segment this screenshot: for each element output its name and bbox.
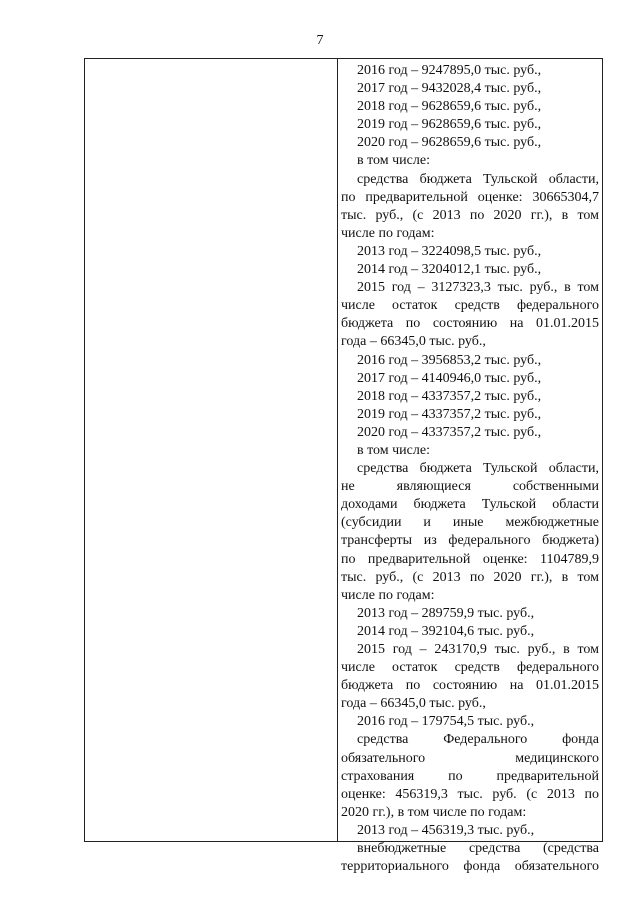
text-line: средства бюджета Тульской области, xyxy=(357,171,599,187)
text-line: 2013 год – 3224098,5 тыс. руб., xyxy=(357,243,542,259)
text-line: тыс. руб., (с 2013 по 2020 гг.), в том xyxy=(341,207,599,223)
text-line: 2017 год – 9432028,4 тыс. руб., xyxy=(357,81,542,97)
text-line: 2013 год – 289759,9 тыс. руб., xyxy=(357,605,535,621)
text-line: бюджета по состоянию на 01.01.2015 xyxy=(341,316,599,332)
text-line: бюджета по состоянию на 01.01.2015 xyxy=(341,678,599,694)
text-line: 2018 год – 4337357,2 тыс. руб., xyxy=(357,388,542,404)
text-line: 2020 гг.), в том числе по годам: xyxy=(341,804,527,820)
text-line: 2013 год – 456319,3 тыс. руб., xyxy=(357,822,535,838)
text-line: трансферты из федерального бюджета) xyxy=(341,533,599,549)
table-right-column xyxy=(341,62,599,876)
text-line: 2015 год – 3127323,3 тыс. руб., в том xyxy=(357,280,599,296)
text-line: числе остаток средств федерального xyxy=(341,660,599,676)
text-line: 2019 год – 9628659,6 тыс. руб., xyxy=(357,117,542,133)
text-line: не являющиеся собственными xyxy=(341,479,599,495)
text-line: средства Федерального фонда xyxy=(357,732,599,748)
text-line: 2014 год – 392104,6 тыс. руб., xyxy=(357,623,535,639)
page-number: 7 xyxy=(316,33,324,48)
text-line: доходами бюджета Тульской области xyxy=(341,497,599,513)
document-table xyxy=(84,58,603,875)
text-line: 2015 год – 243170,9 тыс. руб., в том xyxy=(357,642,599,657)
text-line: 2020 год – 9628659,6 тыс. руб., xyxy=(357,135,542,151)
text-line: года – 66345,0 тыс. руб., xyxy=(341,334,486,350)
text-line: оценке: 456319,3 тыс. руб. (с 2013 по xyxy=(341,786,599,802)
text-line: в том числе: xyxy=(357,442,430,458)
column-divider xyxy=(337,59,338,841)
text-line: (субсидии и иные межбюджетные xyxy=(341,515,599,531)
text-line: по предварительной оценке: 1104789,9 xyxy=(341,551,599,567)
text-line: 2016 год – 179754,5 тыс. руб., xyxy=(357,714,535,730)
text-line: 2017 год – 4140946,0 тыс. руб., xyxy=(357,370,542,386)
text-line: 2020 год – 4337357,2 тыс. руб., xyxy=(357,424,542,440)
text-line: по предварительной оценке: 30665304,7 xyxy=(341,189,599,205)
text-line: в том числе: xyxy=(357,153,430,169)
text-line: 2019 год – 4337357,2 тыс. руб., xyxy=(357,406,542,422)
text-line: средства бюджета Тульской области, xyxy=(357,461,599,477)
text-line: 2016 год – 9247895,0 тыс. руб., xyxy=(357,63,542,78)
text-line: 2016 год – 3956853,2 тыс. руб., xyxy=(357,352,542,368)
text-line: числе по годам: xyxy=(341,587,435,603)
text-line: 2018 год – 9628659,6 тыс. руб., xyxy=(357,99,542,115)
text-line: внебюджетные средства (средства xyxy=(357,841,599,857)
text-line: обязательного медицинского xyxy=(341,750,599,766)
text-line: числе по годам: xyxy=(341,225,435,241)
text-line: территориального фонда обязательного xyxy=(341,859,599,875)
text-line: тыс. руб., (с 2013 по 2020 гг.), в том xyxy=(341,569,599,585)
text-line: страхования по предварительной xyxy=(341,768,599,784)
text-line: числе остаток средств федерального xyxy=(341,298,599,314)
text-line: 2014 год – 3204012,1 тыс. руб., xyxy=(357,262,542,278)
text-line: года – 66345,0 тыс. руб., xyxy=(341,696,486,712)
